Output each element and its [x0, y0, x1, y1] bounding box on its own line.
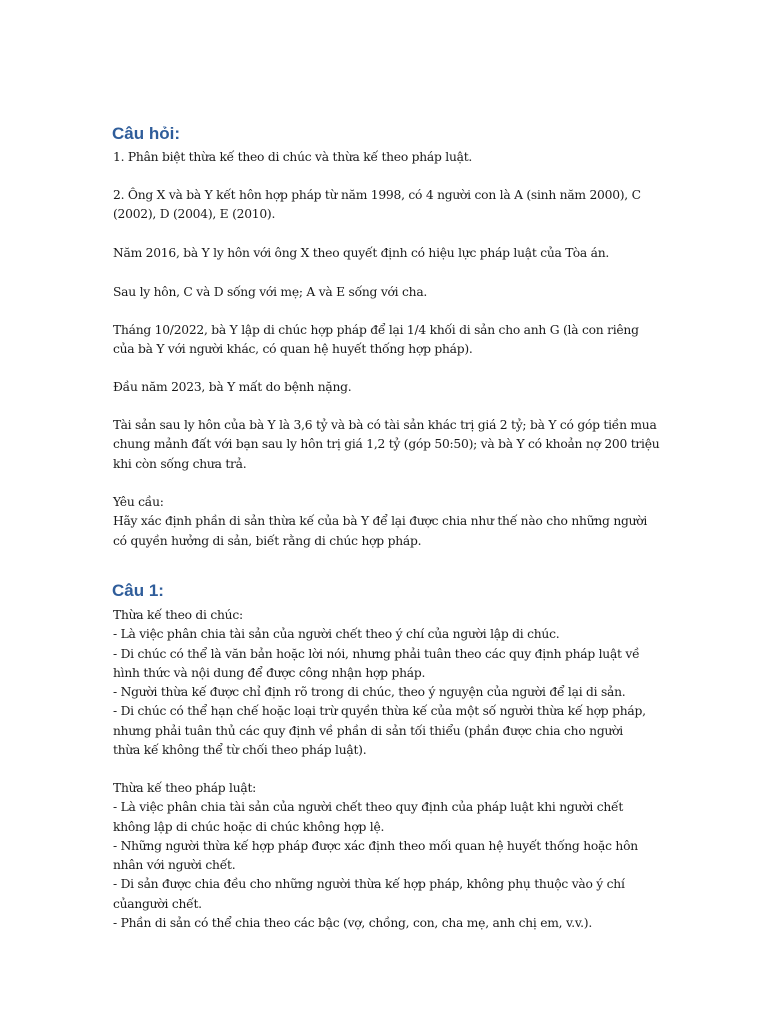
paragraph: [113, 244, 609, 263]
text-line: có quyền hưởng di sản, biết rằng di chúc hợp pháp.: [113, 533, 422, 548]
text-line: chung mảnh đất với bạn sau ly hôn trị giá 1,2 tỷ (góp 50:50); và bà Y có khoản nợ 200 triệu: [113, 437, 660, 452]
text-line: - Là việc phân chia tài sản của người chết theo quy định của pháp luật khi người chết: [113, 800, 624, 815]
text-line: (2002), D (2004), E (2010).: [113, 207, 276, 222]
text-line: - Di sản được chia đều cho những người thừa kế hợp pháp, không phụ thuộc vào ý chí: [113, 877, 625, 892]
paragraph: [113, 321, 639, 360]
paragraph: [113, 283, 427, 302]
text-line: - Những người thừa kế hợp pháp được xác định theo mối quan hệ huyết thống hoặc hôn: [113, 838, 638, 853]
paragraph: [113, 186, 641, 225]
text-line: của bà Y với người khác, có quan hệ huyết thống hợp pháp).: [113, 342, 473, 357]
text-line: hình thức và nội dung để được công nhận hợp pháp.: [113, 665, 426, 680]
text-line: khi còn sống chưa trả.: [113, 456, 247, 471]
text-line: 1. Phân biệt thừa kế theo di chúc và thừa kế theo pháp luật.: [113, 150, 473, 164]
text-line: Hãy xác định phần di sản thừa kế của bà Y để lại được chia như thế nào cho những người: [113, 514, 648, 529]
text-line: củangười chết.: [113, 896, 202, 911]
text-line: Đầu năm 2023, bà Y mất do bệnh nặng.: [113, 380, 352, 394]
text-line: - Phần di sản có thể chia theo các bậc (vợ, chồng, con, cha mẹ, anh chị em, v.v.).: [113, 916, 593, 931]
text-line: Thừa kế theo pháp luật:: [113, 781, 257, 795]
text-line: thừa kế không thể từ chối theo pháp luật).: [113, 743, 367, 758]
text-line: Yêu cầu:: [113, 495, 164, 509]
text-line: Tháng 10/2022, bà Y lập di chúc hợp pháp để lại 1/4 khối di sản cho anh G (là con riêng: [113, 323, 639, 337]
answer-heading: Câu 1:: [112, 581, 164, 600]
text-line: Năm 2016, bà Y ly hôn với ông X theo quyết định có hiệu lực pháp luật của Tòa án.: [113, 246, 610, 260]
text-line: - Người thừa kế được chỉ định rõ trong di chúc, theo ý nguyện của người để lại di sản.: [113, 685, 626, 700]
text-line: - Di chúc có thể hạn chế hoặc loại trừ quyền thừa kế của một số người thừa kế hợp pháp,: [113, 704, 646, 719]
text-line: Tài sản sau ly hôn của bà Y là 3,6 tỷ và bà có tài sản khác trị giá 2 tỷ; bà Y có góp tiền mua: [113, 418, 657, 432]
text-line: không lập di chúc hoặc di chúc không hợp lệ.: [113, 819, 385, 834]
paragraph: [113, 148, 472, 167]
paragraph: [113, 493, 647, 551]
text-line: Sau ly hôn, C và D sống với mẹ; A và E sống với cha.: [113, 285, 428, 299]
paragraph: [113, 606, 646, 760]
question-heading: Câu hỏi:: [112, 124, 180, 143]
text-line: - Là việc phân chia tài sản của người chết theo ý chí của người lập di chúc.: [113, 627, 560, 642]
text-line: Thừa kế theo di chúc:: [113, 608, 243, 622]
paragraph: [113, 416, 659, 474]
text-line: 2. Ông X và bà Y kết hôn hợp pháp từ năm 1998, có 4 người con là A (sinh năm 2000), C: [113, 188, 641, 202]
paragraph: [113, 378, 351, 397]
text-line: - Di chúc có thể là văn bản hoặc lời nói, nhưng phải tuân theo các quy định pháp luật về: [113, 646, 640, 661]
paragraph: [113, 779, 638, 933]
text-line: nhưng phải tuân thủ các quy định về phần di sản tối thiểu (phần được chia cho người: [113, 723, 623, 738]
text-line: nhân với người chết.: [113, 858, 236, 873]
